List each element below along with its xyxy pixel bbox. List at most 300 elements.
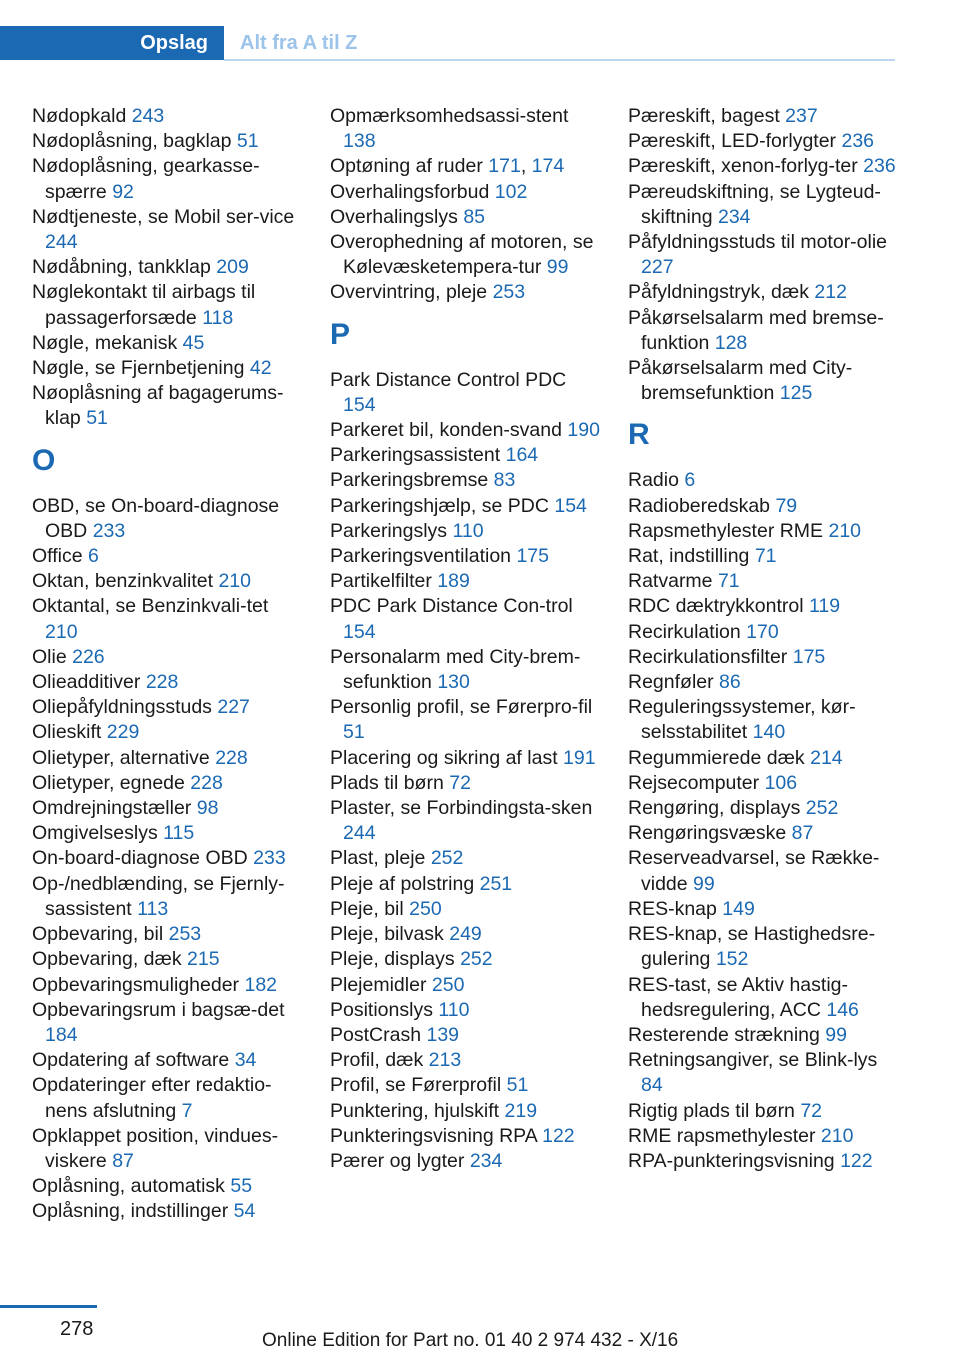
index-entry bbox=[628, 1124, 898, 1149]
index-entry-term: Punkteringsvisning RPA bbox=[330, 1124, 537, 1147]
page-reference-link[interactable]: 249 bbox=[449, 923, 482, 946]
index-entry-term: Påkørselsalarm med City-bremsefunktion bbox=[628, 357, 853, 405]
index-entry bbox=[628, 771, 898, 796]
page-number: 278 bbox=[60, 1318, 94, 1340]
index-entry-term: Retningsangiver, se Blink-lys bbox=[628, 1049, 878, 1072]
page-reference-link[interactable]: 237 bbox=[785, 105, 818, 127]
page-reference-link[interactable]: 154 bbox=[343, 620, 376, 643]
page-reference-link[interactable]: 154 bbox=[343, 393, 376, 416]
page-reference-link[interactable]: 7 bbox=[181, 1099, 193, 1122]
index-entry bbox=[330, 1073, 600, 1098]
index-entry bbox=[32, 544, 302, 569]
index-entry-term: Parkeringsassistent bbox=[330, 444, 501, 467]
page-reference-link[interactable]: 214 bbox=[810, 746, 843, 769]
index-entry bbox=[32, 1124, 302, 1174]
index-column-1 bbox=[32, 104, 302, 1225]
page-reference-link[interactable]: 115 bbox=[163, 822, 195, 845]
index-entry bbox=[32, 1174, 302, 1199]
index-entry bbox=[32, 922, 302, 947]
index-entry bbox=[628, 306, 898, 356]
page-reference-link[interactable]: 219 bbox=[504, 1099, 538, 1122]
index-entry-term: Opdateringer efter redaktio-nens afslutning bbox=[32, 1074, 272, 1122]
index-entry bbox=[32, 205, 302, 255]
index-entry bbox=[330, 846, 600, 871]
index-entry bbox=[628, 129, 898, 154]
index-entry bbox=[330, 746, 600, 771]
index-entry bbox=[330, 1149, 600, 1174]
index-entry bbox=[330, 443, 600, 468]
page-reference-link[interactable]: 228 bbox=[145, 671, 179, 694]
page-reference-link[interactable]: 51 bbox=[506, 1074, 529, 1097]
page-reference-link[interactable]: 184 bbox=[45, 1023, 78, 1046]
page-reference-link[interactable]: 110 bbox=[452, 519, 484, 542]
index-entry bbox=[330, 519, 600, 544]
index-entry-term: RES-tast, se Aktiv hastig-hedsregulering, ACC bbox=[628, 973, 848, 1021]
index-entry-term: Pæreudskiftning, se Lygteud-skiftning bbox=[628, 180, 881, 228]
index-entry-term: Påfyldningsstuds til motor-olie bbox=[628, 231, 888, 254]
index-entry bbox=[628, 1023, 898, 1048]
index-entry bbox=[330, 947, 600, 972]
page-reference-link[interactable]: 79 bbox=[775, 494, 798, 517]
index-entry-term: Recirkulationsfilter bbox=[628, 645, 788, 668]
index-entry-term: Parkeringsventilation bbox=[330, 545, 512, 568]
index-entry bbox=[330, 594, 600, 644]
page-reference-link[interactable]: 34 bbox=[234, 1049, 257, 1072]
index-entry bbox=[32, 129, 302, 154]
index-entry bbox=[330, 180, 600, 205]
index-entry bbox=[32, 796, 302, 821]
index-entry bbox=[628, 1149, 898, 1174]
index-entry bbox=[32, 846, 302, 871]
page-reference-link[interactable]: 252 bbox=[430, 847, 464, 870]
edition-footer: Online Edition for Part no. 01 40 2 974 432 - X/16 bbox=[262, 1330, 679, 1351]
page-reference-link[interactable]: 45 bbox=[182, 331, 205, 354]
page-reference-link[interactable]: 175 bbox=[792, 645, 826, 668]
index-entry-term: Partikelfilter bbox=[330, 570, 432, 593]
index-entry bbox=[628, 544, 898, 569]
index-entry-term: Olieadditiver bbox=[32, 671, 141, 694]
page-reference-link[interactable]: 210 bbox=[820, 1124, 854, 1147]
index-entry-term: Rigtig plads til børn bbox=[628, 1099, 795, 1122]
index-entry-term: Nødåbning, tankklap bbox=[32, 256, 211, 279]
index-column-2 bbox=[330, 104, 600, 1174]
index-entry-term: Profil, se Førerprofil bbox=[330, 1074, 502, 1097]
index-entry bbox=[628, 280, 898, 305]
tab-alt-fra-a-til-z[interactable] bbox=[240, 26, 357, 60]
page-reference-link[interactable]: 213 bbox=[428, 1049, 462, 1072]
index-entry bbox=[628, 494, 898, 519]
index-entry bbox=[628, 1099, 898, 1124]
index-entry bbox=[32, 771, 302, 796]
index-entry bbox=[330, 418, 600, 443]
index-entry-term: Pleje, bilvask bbox=[330, 923, 444, 946]
index-entry-term: Overhalingslys bbox=[330, 205, 458, 228]
page-reference-link[interactable]: 252 bbox=[460, 948, 493, 971]
tab-alt-fra-a-til-z-label: Alt fra A til Z bbox=[240, 31, 358, 54]
index-entry bbox=[330, 230, 600, 280]
index-entry-term: Opmærksomhedsassi-stent bbox=[330, 105, 569, 127]
index-entry bbox=[628, 569, 898, 594]
index-entry bbox=[330, 494, 600, 519]
index-entry-term: Olie bbox=[32, 645, 67, 668]
page-reference-link[interactable]: 252 bbox=[805, 797, 839, 820]
index-entry-term: Parkeret bil, konden-svand bbox=[330, 419, 562, 442]
index-entry-term: Oktan, benzinkvalitet bbox=[32, 570, 214, 593]
index-entry bbox=[330, 796, 600, 846]
page-reference-link[interactable]: 140 bbox=[752, 721, 786, 744]
page-reference-link[interactable]: 119 bbox=[808, 595, 841, 618]
index-entry bbox=[32, 154, 302, 204]
index-entry-term: Plaster, se Forbindingsta-sken bbox=[330, 797, 593, 820]
index-entry-term: Parkeringslys bbox=[330, 519, 448, 542]
index-entry bbox=[330, 1048, 600, 1073]
index-entry-term: Oktantal, se Benzinkvali-tet bbox=[32, 595, 269, 618]
index-entry-term: Overophedning af motoren, se Kølevæsketempera-tur bbox=[330, 231, 594, 279]
section-letter-r: R bbox=[628, 418, 650, 452]
index-entry bbox=[628, 594, 898, 619]
index-entry-term: Olietyper, alternative bbox=[32, 746, 210, 769]
page-reference-link[interactable]: 99 bbox=[693, 872, 715, 895]
index-entry-term: Reguleringssystemer, kør-selsstabilitet bbox=[628, 696, 856, 744]
page-reference-link[interactable]: 228 bbox=[215, 746, 248, 769]
index-entry bbox=[32, 1048, 302, 1073]
page-reference-link[interactable]: 234 bbox=[717, 205, 751, 228]
page-reference-link[interactable]: 122 bbox=[840, 1149, 873, 1172]
page-reference-link[interactable]: 92 bbox=[112, 180, 134, 203]
page-reference-link[interactable]: 72 bbox=[449, 771, 471, 794]
page-reference-link[interactable]: 6 bbox=[88, 545, 99, 568]
page-reference-link[interactable]: 83 bbox=[493, 469, 516, 492]
index-entry-term: Personalarm med City-brem-sefunktion bbox=[330, 645, 581, 694]
index-entry-term: Nødoplåsning, gearkasse-spærre bbox=[32, 155, 260, 203]
page-reference-link[interactable]: 215 bbox=[187, 948, 220, 971]
index-entry bbox=[330, 1099, 600, 1124]
index-entry-term: Regnføler bbox=[628, 671, 714, 694]
index-entry-term: Personlig profil, se Førerpro-fil bbox=[330, 696, 593, 719]
page-reference-link[interactable]: 154 bbox=[554, 494, 587, 517]
index-entry bbox=[32, 1073, 302, 1123]
index-entry-term: Rengøring, displays bbox=[628, 797, 801, 820]
index-entry-term: Nøgle, se Fjernbetjening bbox=[32, 357, 245, 380]
index-entry bbox=[628, 796, 898, 821]
index-entry-term: Op-/nedblænding, se Fjernly-sassistent bbox=[32, 872, 285, 920]
index-entry bbox=[32, 494, 302, 544]
index-entry-term: Påkørselsalarm med bremse-funktion bbox=[628, 306, 884, 354]
index-entry-term: Olieskift bbox=[32, 721, 102, 744]
index-entry-term: RPA-punkteringsvisning bbox=[628, 1149, 835, 1172]
page-reference-link[interactable]: 210 bbox=[45, 620, 78, 643]
page-reference-link[interactable]: 244 bbox=[343, 822, 376, 845]
index-entry bbox=[330, 468, 600, 493]
index-entry-term: Pæreskift, LED-forlygter bbox=[628, 130, 837, 153]
page-reference-link[interactable]: 99 bbox=[546, 256, 569, 279]
index-entry bbox=[628, 897, 898, 922]
index-entry: Optøning af ruder 171, 174 bbox=[330, 155, 565, 178]
index-entry-term: Regummierede dæk bbox=[628, 746, 805, 769]
index-entry-term: Rat, indstilling bbox=[628, 545, 750, 568]
page-reference-link[interactable]: 51 bbox=[86, 407, 108, 430]
page-reference-link[interactable]: 152 bbox=[715, 948, 749, 971]
index-entry-term: Nødtjeneste, se Mobil ser-vice bbox=[32, 205, 295, 228]
index-entry-term: Nøgle, mekanisk bbox=[32, 331, 178, 354]
index-entry bbox=[330, 1023, 600, 1048]
page-reference-link[interactable]: 106 bbox=[764, 771, 798, 794]
page-reference-link[interactable]: 125 bbox=[779, 382, 813, 405]
index-entry bbox=[330, 544, 600, 569]
index-entry-term: Recirkulation bbox=[628, 620, 741, 643]
page-reference-link[interactable]: 113 bbox=[137, 897, 169, 920]
index-entry bbox=[628, 620, 898, 645]
page-reference-link[interactable]: 54 bbox=[233, 1200, 256, 1223]
page-reference-link[interactable]: 110 bbox=[438, 998, 470, 1021]
index-entry bbox=[330, 1124, 600, 1149]
index-entry-term: Profil, dæk bbox=[330, 1049, 424, 1072]
index-entry-term: RME rapsmethylester bbox=[628, 1124, 816, 1147]
index-entry-term: Pæreskift, bagest bbox=[628, 105, 780, 127]
page-reference-link[interactable]: 210 bbox=[828, 519, 862, 542]
page-reference-link[interactable]: 85 bbox=[463, 205, 486, 228]
index-entry-term: Parkeringshjælp, se PDC bbox=[330, 494, 549, 517]
index-entry-term: Optøning af ruder bbox=[330, 155, 483, 178]
index-entry-term: RDC dæktrykkontrol bbox=[628, 595, 804, 618]
page-reference-link[interactable]: 243 bbox=[131, 105, 165, 127]
index-entry bbox=[32, 356, 302, 381]
index-entry bbox=[32, 998, 302, 1048]
page-reference-link[interactable]: 244 bbox=[45, 231, 78, 254]
index-entry-term: Pærer og lygter bbox=[330, 1149, 465, 1172]
page-reference-link[interactable]: 130 bbox=[437, 671, 470, 694]
index-entry bbox=[32, 594, 302, 644]
page-reference-link[interactable]: 72 bbox=[800, 1099, 823, 1122]
page-reference-link[interactable]: 250 bbox=[409, 897, 442, 920]
index-entry-term: Oliepåfyldningsstuds bbox=[32, 696, 212, 719]
index-entry bbox=[32, 947, 302, 972]
page-reference-link[interactable]: 236 bbox=[841, 130, 875, 153]
index-entry bbox=[330, 897, 600, 922]
index-entry-term: Pæreskift, xenon-forlyg-ter bbox=[628, 155, 858, 178]
page-reference-link[interactable]: 175 bbox=[516, 545, 549, 568]
page-reference-link[interactable]: 170 bbox=[746, 620, 779, 643]
index-entry bbox=[32, 872, 302, 922]
index-entry-term: Oplåsning, indstillinger bbox=[32, 1200, 229, 1223]
index-entry bbox=[628, 670, 898, 695]
index-column-3 bbox=[628, 104, 898, 1174]
index-entry-term: Omgivelseslys bbox=[32, 822, 158, 845]
page-reference-link[interactable]: 190 bbox=[567, 419, 600, 442]
page-reference-link[interactable]: 234 bbox=[469, 1149, 503, 1172]
index-entry-term: Påfyldningstryk, dæk bbox=[628, 281, 809, 304]
index-entry bbox=[628, 695, 898, 745]
index-entry bbox=[628, 519, 898, 544]
page-reference-link[interactable]: 191 bbox=[563, 746, 596, 769]
index-entry bbox=[330, 922, 600, 947]
section-letter-p: P bbox=[330, 317, 351, 351]
page-reference-link[interactable]: 227 bbox=[641, 256, 674, 279]
index-entry bbox=[330, 695, 600, 745]
index-entry-term: Opbevaringsmuligheder bbox=[32, 973, 240, 996]
index-entry-term: Radio bbox=[628, 469, 679, 492]
index-entry bbox=[330, 280, 600, 305]
page-reference-link[interactable]: 226 bbox=[72, 645, 105, 668]
page-reference-link[interactable]: 229 bbox=[106, 721, 140, 744]
index-entry-term: RES-knap, se Hastighedsre-gulering bbox=[628, 923, 876, 971]
index-entry bbox=[330, 104, 600, 154]
index-entry-term: Nødoplåsning, bagklap bbox=[32, 130, 232, 153]
index-entry-term: Pleje, displays bbox=[330, 948, 455, 971]
tab-opslag-label: Opslag bbox=[140, 31, 208, 54]
page-reference-link[interactable]: 87 bbox=[112, 1149, 134, 1172]
index-entry bbox=[330, 645, 600, 695]
index-entry-term: Opbevaring, dæk bbox=[32, 948, 182, 971]
index-entry-term: Opbevaring, bil bbox=[32, 923, 164, 946]
page-reference-link[interactable]: 86 bbox=[719, 671, 741, 694]
index-entry bbox=[628, 230, 898, 280]
page-reference-link[interactable]: 253 bbox=[492, 281, 526, 304]
index-entry-term: Plejemidler bbox=[330, 973, 427, 996]
index-entry-term: Positionslys bbox=[330, 998, 433, 1021]
page-reference-link[interactable]: 99 bbox=[825, 1023, 847, 1046]
index-entry-term: PostCrash bbox=[330, 1023, 422, 1046]
index-entry bbox=[330, 998, 600, 1023]
index-entry bbox=[628, 922, 898, 972]
index-entry-term: Park Distance Control PDC bbox=[330, 368, 567, 391]
index-entry-term: Reserveadvarsel, se Række-vidde bbox=[628, 847, 880, 895]
index-entry bbox=[628, 180, 898, 230]
page-reference-link[interactable]: 233 bbox=[92, 519, 126, 542]
index-entry bbox=[628, 973, 898, 1023]
page-reference-link[interactable]: 212 bbox=[814, 281, 847, 304]
page-reference-link[interactable]: 250 bbox=[431, 973, 465, 996]
page-reference-link[interactable]: 122 bbox=[542, 1124, 575, 1147]
index-entry bbox=[330, 569, 600, 594]
index-entry-term: Olietyper, egnede bbox=[32, 771, 185, 794]
index-entry bbox=[628, 821, 898, 846]
index-entry-term: Oplåsning, automatisk bbox=[32, 1175, 225, 1198]
page-reference-link[interactable]: 6 bbox=[684, 469, 696, 492]
index-entry-term: Plast, pleje bbox=[330, 847, 426, 870]
page-reference-link[interactable]: 42 bbox=[249, 357, 272, 380]
page-reference-link[interactable]: 51 bbox=[236, 130, 259, 153]
page-reference-link[interactable]: 189 bbox=[437, 570, 470, 593]
page-reference-link[interactable]: 87 bbox=[791, 822, 814, 845]
index-entry-term: Opbevaringsrum i bagsæ-det bbox=[32, 998, 285, 1021]
index-entry-term: Punktering, hjulskift bbox=[330, 1099, 500, 1122]
page-reference-link[interactable]: 138 bbox=[343, 130, 376, 153]
index-entry bbox=[32, 1199, 302, 1224]
index-entry bbox=[32, 670, 302, 695]
index-entry bbox=[32, 695, 302, 720]
index-entry-term: Rejsecomputer bbox=[628, 771, 760, 794]
index-entry bbox=[32, 331, 302, 356]
index-entry bbox=[628, 154, 898, 179]
page-reference-link[interactable]: 71 bbox=[717, 570, 740, 593]
index-entry-term: Office bbox=[32, 545, 83, 568]
page-reference-link[interactable]: 182 bbox=[244, 973, 278, 996]
page-reference-link[interactable]: 228 bbox=[190, 771, 223, 794]
index-entry-term: PDC Park Distance Con-trol bbox=[330, 595, 573, 618]
index-entry bbox=[330, 973, 600, 998]
index-entry-term: Rapsmethylester RME bbox=[628, 519, 824, 542]
index-entry-term: Omdrejningstæller bbox=[32, 797, 192, 820]
page-reference-link[interactable]: 209 bbox=[216, 256, 249, 279]
tab-opslag[interactable] bbox=[0, 26, 224, 60]
page-reference-link[interactable]: 171 bbox=[488, 155, 521, 178]
footer-accent-line bbox=[0, 1305, 97, 1308]
section-letter-o: O bbox=[32, 443, 56, 477]
index-entry-term: Nøoplåsning af bagagerums-klap bbox=[32, 382, 284, 430]
index-entry bbox=[628, 468, 898, 493]
index-entry bbox=[32, 720, 302, 745]
page-reference-link[interactable]: 71 bbox=[754, 545, 777, 568]
page-reference-link[interactable]: 236 bbox=[863, 155, 896, 178]
index-entry bbox=[32, 821, 302, 846]
page-reference-link[interactable]: 227 bbox=[217, 696, 250, 719]
page-reference-link[interactable]: 51 bbox=[343, 721, 365, 744]
index-entry-term: RES-knap bbox=[628, 897, 717, 920]
index-entry-term: Pleje af polstring bbox=[330, 872, 475, 895]
index-entry-term: Overhalingsforbud bbox=[330, 180, 490, 203]
index-entry-term: Parkeringsbremse bbox=[330, 469, 489, 492]
page-reference-link[interactable]: 102 bbox=[494, 180, 528, 203]
page-reference-link[interactable]: 174 bbox=[531, 155, 565, 178]
index-entry bbox=[330, 872, 600, 897]
index-entry-term: Opklappet position, vindues-viskere bbox=[32, 1124, 279, 1172]
index-entry bbox=[628, 746, 898, 771]
top-tab-bar bbox=[0, 26, 895, 60]
index-entry-term: Radioberedskab bbox=[628, 494, 771, 517]
index-entry-term: Pleje, bil bbox=[330, 897, 404, 920]
page-reference-link[interactable]: 233 bbox=[253, 847, 286, 870]
index-entry-term: Resterende strækning bbox=[628, 1023, 820, 1046]
page-reference-link[interactable]: 149 bbox=[722, 897, 755, 920]
page-reference-link[interactable]: 253 bbox=[168, 923, 202, 946]
index-entry bbox=[32, 280, 302, 330]
index-entry bbox=[330, 368, 600, 418]
index-entry-term: OBD, se On-board-diagnose OBD bbox=[32, 494, 280, 542]
index-entry bbox=[32, 645, 302, 670]
index-entry-term: Plads til børn bbox=[330, 771, 444, 794]
page-reference-link[interactable]: 139 bbox=[426, 1023, 460, 1046]
index-entry bbox=[32, 255, 302, 280]
index-entry bbox=[32, 104, 302, 129]
index-entry-term: Nødopkald bbox=[32, 105, 127, 127]
page-reference-link[interactable]: 55 bbox=[230, 1175, 253, 1198]
page-reference-link[interactable]: 84 bbox=[641, 1074, 663, 1097]
index-entry-term: Rengøringsvæske bbox=[628, 822, 787, 845]
index-entry bbox=[628, 356, 898, 406]
page-reference-link[interactable]: 118 bbox=[202, 306, 234, 329]
page-reference-link[interactable]: 128 bbox=[714, 331, 748, 354]
page-reference-link[interactable]: 210 bbox=[218, 570, 251, 593]
index-entry bbox=[32, 746, 302, 771]
page-reference-link[interactable]: 146 bbox=[826, 998, 859, 1021]
index-entry bbox=[32, 973, 302, 998]
page-reference-link[interactable]: 251 bbox=[479, 872, 513, 895]
page-reference-link[interactable]: 164 bbox=[505, 444, 539, 467]
index-entry-term: On-board-diagnose OBD bbox=[32, 847, 248, 870]
page-reference-link[interactable]: 98 bbox=[196, 797, 219, 820]
tab-divider-line bbox=[224, 59, 895, 61]
index-entry-term: Nøglekontakt til airbags til passagerforsæde bbox=[32, 281, 256, 329]
index-entry bbox=[330, 205, 600, 230]
index-entry bbox=[628, 104, 898, 129]
index-entry bbox=[628, 1048, 898, 1098]
index-entry-term: Overvintring, pleje bbox=[330, 281, 488, 304]
index-entry-term: Ratvarme bbox=[628, 570, 713, 593]
index-entry-term: Placering og sikring af last bbox=[330, 746, 558, 769]
index-entry bbox=[32, 569, 302, 594]
index-entry bbox=[628, 846, 898, 896]
